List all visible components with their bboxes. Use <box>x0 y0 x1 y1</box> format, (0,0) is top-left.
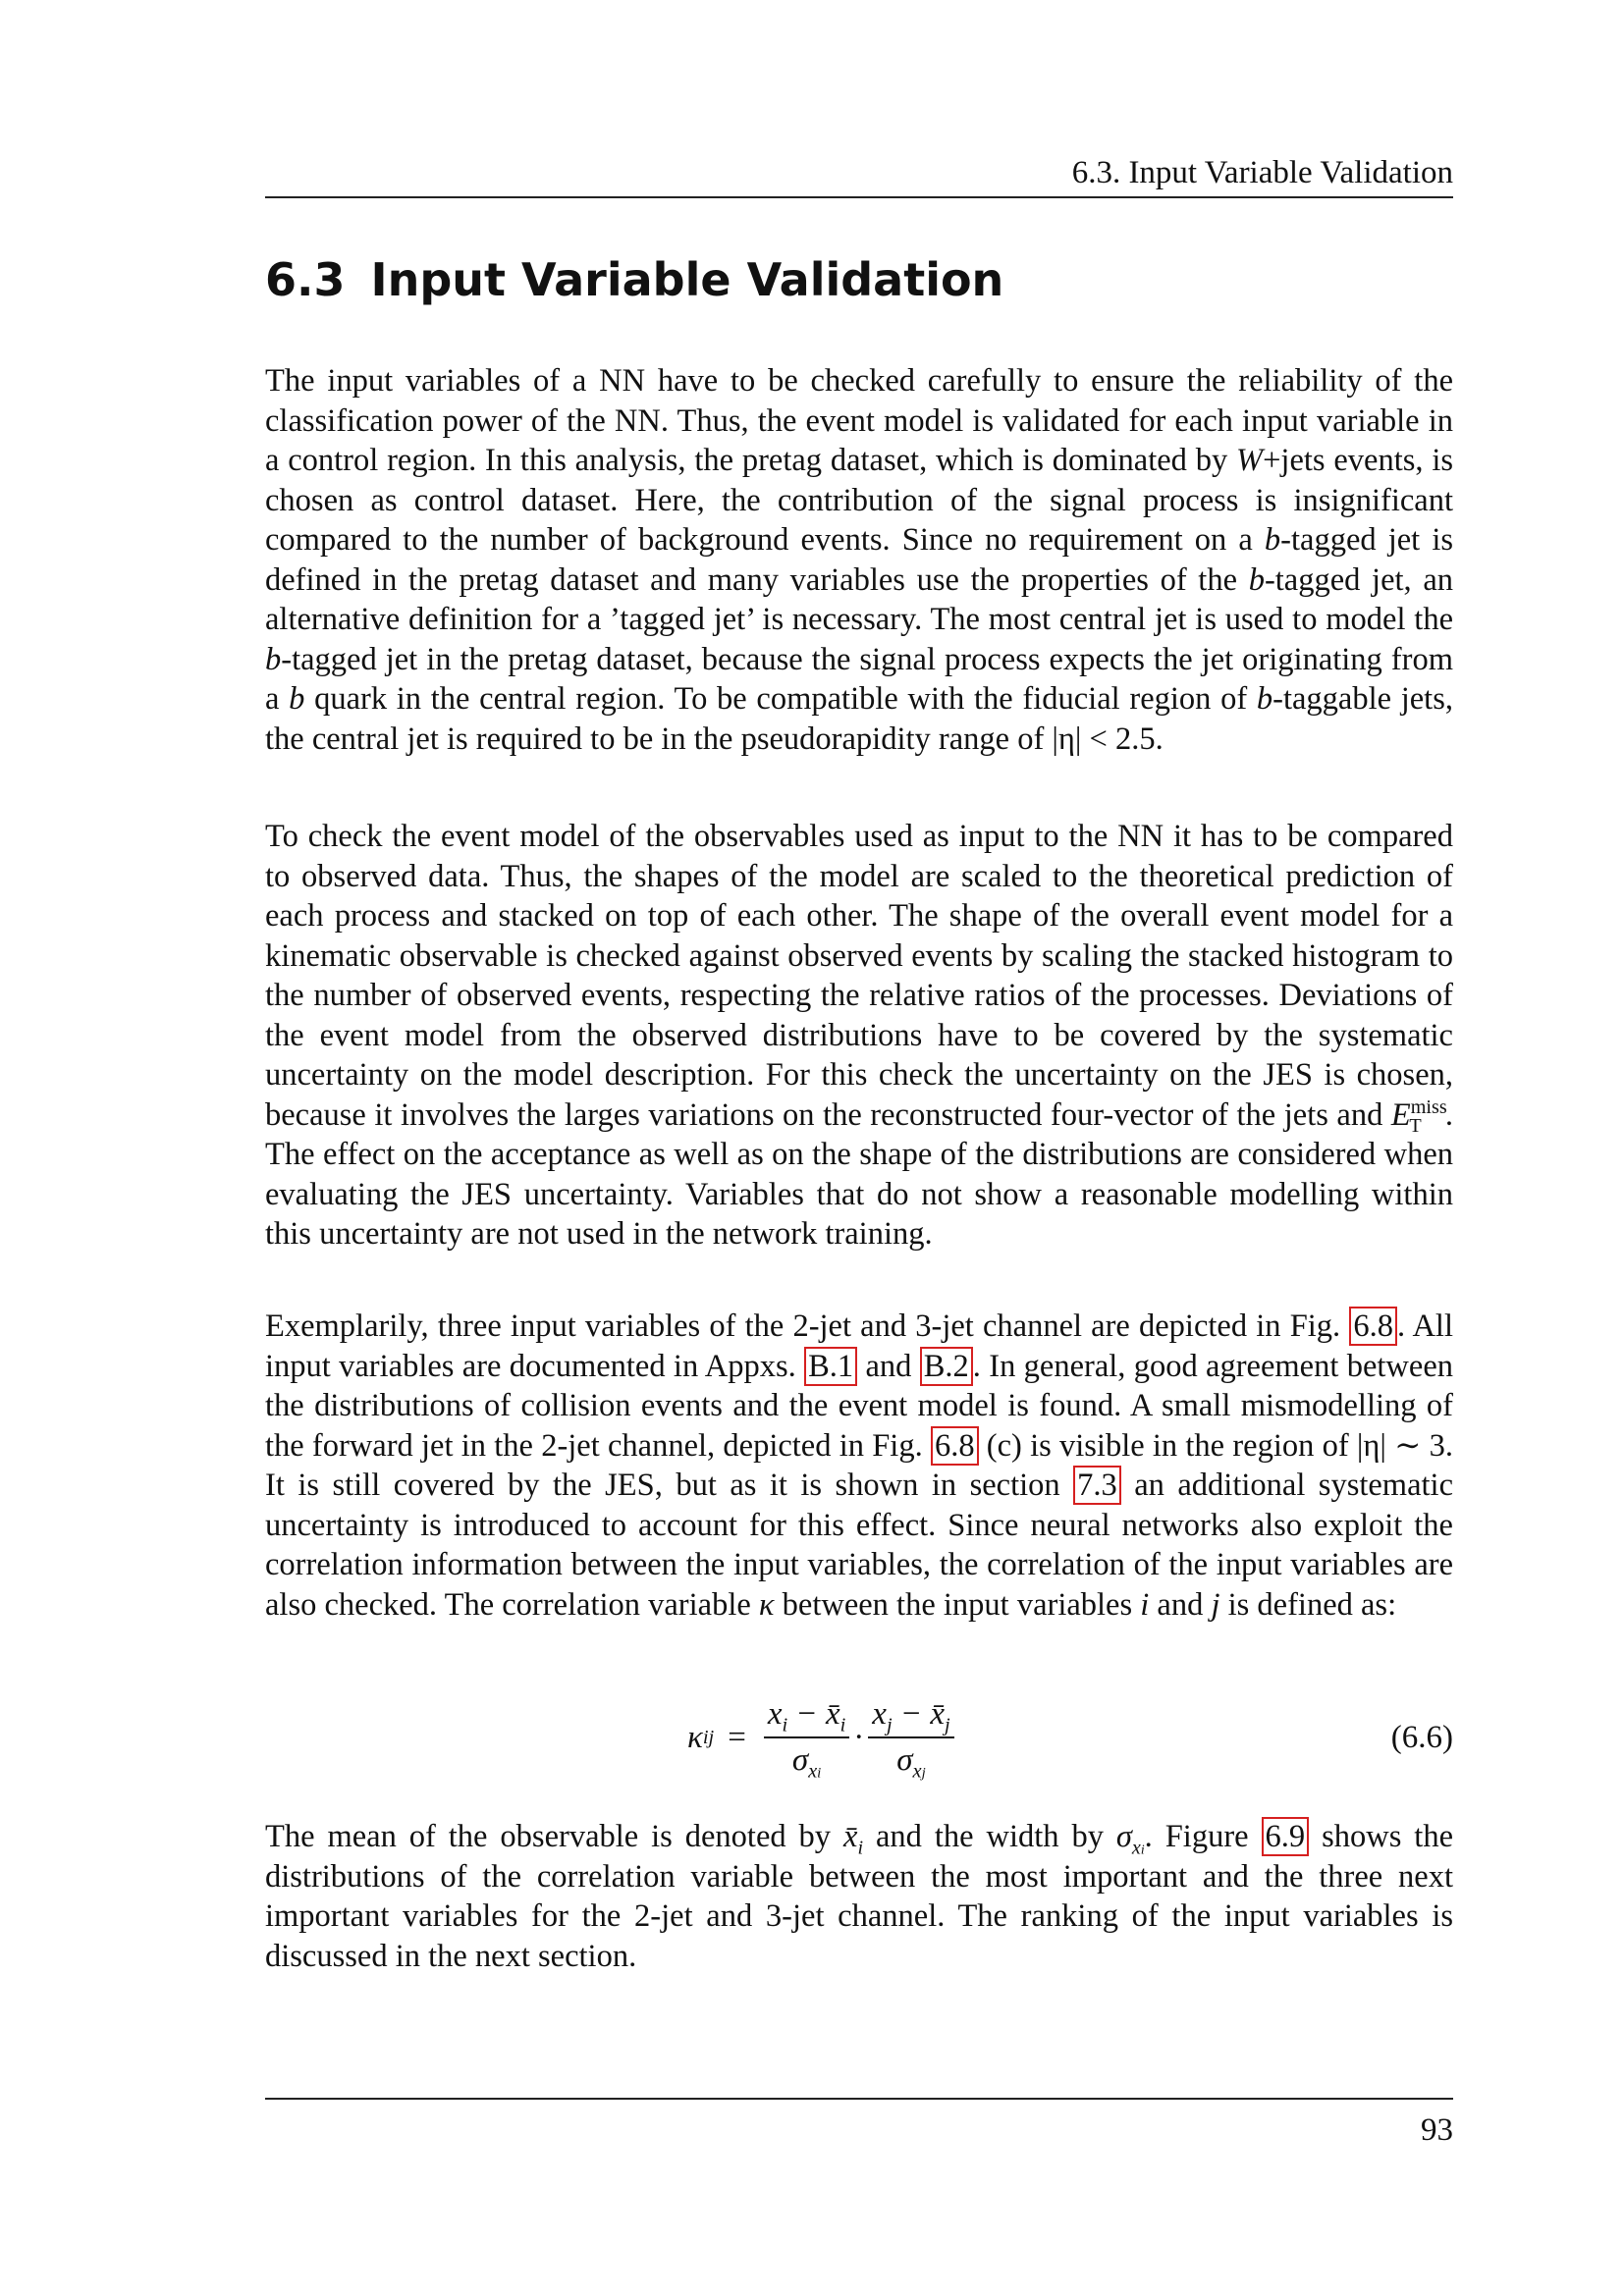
text-run: . In general, good agreement between the distributions of collision events and the event model is found. A small mismodelling of the forward jet in the 2-jet channel, depicted in Fig. <box>265 1348 1453 1464</box>
eq-fraction-i <box>764 1696 849 1783</box>
math-b: b <box>265 641 282 677</box>
eq-denominator-j <box>896 1738 926 1783</box>
text-run: quark in the central region. To be compatible with the fiducial region of <box>304 681 1257 717</box>
paragraph-agreement <box>265 1307 1453 1625</box>
eq-sub: x <box>808 1760 818 1783</box>
text-run: The input variables of a NN have to be checked carefully to ensure the reliability of the classification power of the NN. Thus, the event model is validated for each input variable in a control region. In this analysis, the pretag dataset, which is dominated by <box>265 363 1453 478</box>
text-run: . It is still covered by the JES, but as it is shown in section <box>265 1427 1453 1503</box>
figure-link-6-9[interactable]: 6.9 <box>1262 1817 1310 1856</box>
eq-numerator-i <box>764 1696 849 1738</box>
running-header <box>265 149 1453 198</box>
eq-sigma: σ <box>791 1742 809 1778</box>
text-run: -tagged jet is defined in the pretag dataset and many variables use the properties of the <box>265 522 1453 598</box>
text-run: (c) is visible in the region of <box>978 1427 1357 1464</box>
text-run: an additional systematic uncertainty is introduced to account for this effect. Since neural networks also exploit the correlation information between the input variables, the correlation of the input variables are also checked. The correlation variable <box>265 1468 1453 1623</box>
eq-kappa: κ <box>687 1719 703 1755</box>
text-run: . All input variables are documented in Appxs. <box>265 1308 1453 1384</box>
text-run: between the input variables <box>774 1586 1141 1623</box>
math-w: W <box>1236 443 1264 478</box>
eq-equals: = <box>728 1719 746 1755</box>
appendix-link-b-2[interactable]: B.2 <box>920 1347 973 1386</box>
paragraph-event-model <box>265 817 1453 1255</box>
text-run: -tagged jet, an alternative definition for a ’tagged jet’ is necessary. The most central jet is used to model the <box>265 561 1453 637</box>
math-subsubscript: i <box>1140 1842 1145 1857</box>
equation-number: (6.6) <box>1390 1720 1453 1755</box>
text-run: is defined as: <box>1219 1586 1397 1623</box>
eq-sub: j <box>945 1714 950 1736</box>
math-e-miss: E <box>1390 1096 1411 1133</box>
math-eta-range: |η| < 2.5 <box>1052 721 1156 757</box>
math-i: i <box>1140 1586 1150 1623</box>
eq-minus-xbar: − x̄ <box>787 1696 840 1732</box>
math-b: b <box>289 681 305 717</box>
text-run: -tagged jet in the pretag dataset, because the signal process expects the jet originating from a <box>265 641 1453 717</box>
math-subscript: T <box>1409 1115 1422 1137</box>
figure-link-6-8[interactable]: 6.8 <box>931 1426 979 1466</box>
text-run: . <box>1155 721 1164 757</box>
appendix-link-b-1[interactable]: B.1 <box>804 1347 857 1386</box>
text-run: . Figure <box>1144 1819 1262 1854</box>
text-run: Exemplarily, three input variables of the 2-jet and 3-jet channel are depicted in Fig. <box>265 1308 1350 1344</box>
math-subscript: x <box>1131 1837 1141 1859</box>
eq-x: x <box>872 1696 887 1732</box>
paragraph-control-region <box>265 361 1453 759</box>
math-subscript: i <box>857 1837 864 1859</box>
text-run: and <box>857 1348 920 1384</box>
eq-sub: i <box>839 1714 846 1736</box>
eq-denominator-i <box>791 1738 822 1783</box>
eq-subsub: i <box>817 1765 822 1782</box>
math-superscript: miss <box>1410 1095 1447 1118</box>
eq-fraction-j <box>868 1696 953 1783</box>
text-run: -taggable jets, the central jet is required to be in the pseudorapidity range of <box>265 681 1453 757</box>
math-eta-region: |η| ∼ 3 <box>1356 1427 1445 1464</box>
eq-sub: i <box>782 1714 788 1736</box>
footer-rule <box>265 2098 1453 2100</box>
section-heading <box>265 253 1003 306</box>
text-run: To check the event model of the observables used as input to the NN it has to be compared to observed data. Thus, the shapes of the model are scaled to the theoretical prediction of each process and stacked on top of each other. The shape of the overall event model for a kinematic observable is checked against observed events by scaling the stacked histogram to the number of observed events, respecting the relative ratios of the processes. Deviations of the event model from the observed distributions have to be covered by the systematic uncertainty on the model description. For this check the uncertainty on the JES is chosen, because it involves the larges variations on the reconstructed four-vector of the jets and <box>265 819 1453 1133</box>
text-run: . The effect on the acceptance as well as on the shape of the distributions are considered when evaluating the JES uncertainty. Variables that do not show a reasonable modelling within this uncertainty are not used in the network training. <box>265 1096 1453 1252</box>
equation-6-6 <box>265 1688 1453 1787</box>
eq-numerator-j <box>868 1696 953 1738</box>
section-link-7-3[interactable]: 7.3 <box>1073 1466 1121 1505</box>
equation-body: κ ij = $\frac{x_i - x̄_i}{\sigma_{xi}}$ · $\frac{x_j - x̄_j}{\sigma_{xj}}$ <box>687 1688 958 1787</box>
eq-sub: j <box>886 1714 893 1736</box>
math-sigma: σ <box>1115 1819 1132 1854</box>
math-j: j <box>1211 1586 1220 1623</box>
math-b: b <box>1256 681 1273 717</box>
section-title: Input Variable Validation <box>370 253 1004 306</box>
math-xbar: x̄ <box>843 1819 858 1854</box>
eq-x: x <box>767 1696 783 1732</box>
section-number: 6.3 <box>265 253 346 306</box>
eq-subsub: j <box>921 1765 926 1782</box>
text-run: The mean of the observable is denoted by <box>265 1819 843 1854</box>
math-b: b <box>1264 522 1281 558</box>
text-run: +jets events, is chosen as control dataset. Here, the contribution of the signal process is insignificant compared to the number of background events. Since no requirement on a <box>265 443 1453 558</box>
eq-sub: x <box>912 1760 922 1783</box>
page-number: 93 <box>1421 2112 1453 2148</box>
eq-dot: · <box>853 1719 865 1755</box>
math-kappa: κ <box>758 1586 775 1623</box>
paragraph-correlation <box>265 1817 1453 1976</box>
eq-minus-xbar: − x̄ <box>892 1696 946 1732</box>
text-run: and <box>1149 1586 1212 1623</box>
text-run: and the width by <box>863 1819 1116 1854</box>
eq-sigma: σ <box>896 1742 913 1778</box>
running-header-title: 6.3. Input Variable Validation <box>1071 155 1453 190</box>
math-b: b <box>1248 561 1265 598</box>
figure-link-6-8[interactable]: 6.8 <box>1349 1307 1397 1346</box>
text-run: shows the distributions of the correlation variable between the most important and the three next important variables for the 2-jet and 3-jet channel. The ranking of the input variables is discussed in the next section. <box>265 1819 1453 1974</box>
